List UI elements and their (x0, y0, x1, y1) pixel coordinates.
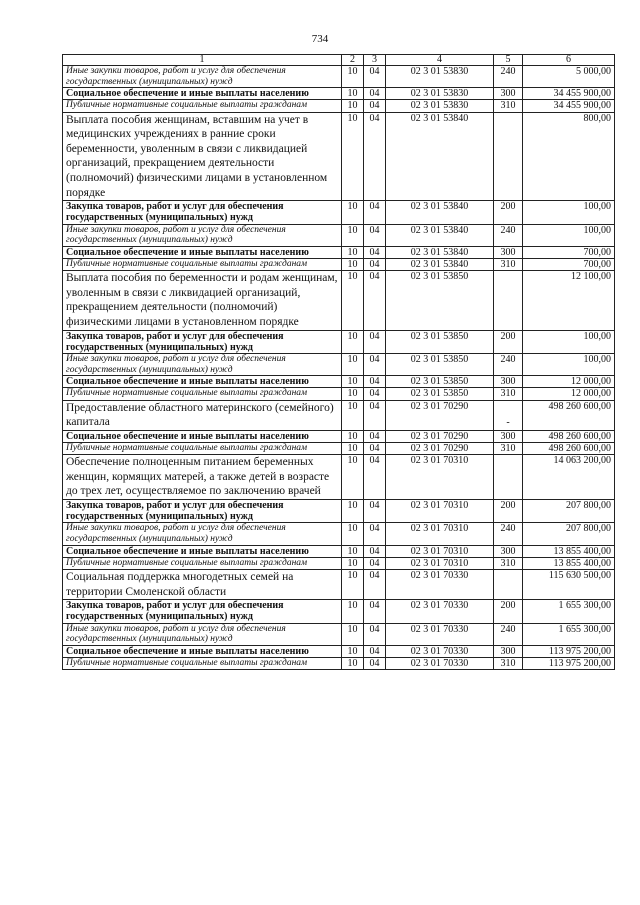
row-description: Социальное обеспечение и иные выплаты населению (63, 645, 342, 657)
row-subsection-code: 04 (364, 388, 386, 400)
row-target-article: 02 3 01 70290 (386, 430, 494, 442)
row-description: Социальное обеспечение и иные выплаты населению (63, 376, 342, 388)
table-row (63, 88, 615, 100)
row-amount: 100,00 (523, 224, 615, 246)
table-row (63, 523, 615, 545)
row-description: Публичные нормативные социальные выплаты гражданам (63, 442, 342, 454)
table-row (63, 246, 615, 258)
column-header-1: 1 (63, 55, 342, 66)
row-description: Иные закупки товаров, работ и услуг для обеспечения государственных (муниципальных) нужд (63, 66, 342, 88)
row-description: Закупка товаров, работ и услуг для обеспечения государственных (муниципальных) нужд (63, 600, 342, 623)
table-row (63, 442, 615, 454)
column-header-4: 4 (386, 55, 494, 66)
row-expense-type (494, 569, 523, 599)
table-row (63, 271, 615, 330)
row-amount: 700,00 (523, 246, 615, 258)
row-subsection-code: 04 (364, 246, 386, 258)
table-row (63, 66, 615, 88)
row-description: Закупка товаров, работ и услуг для обеспечения государственных (муниципальных) нужд (63, 499, 342, 522)
budget-table (62, 54, 615, 670)
row-expense-type (494, 455, 523, 500)
row-amount: 13 855 400,00 (523, 557, 615, 569)
table-row (63, 258, 615, 270)
row-amount: 34 455 900,00 (523, 100, 615, 112)
row-section-code: 10 (342, 569, 364, 599)
row-target-article: 02 3 01 53840 (386, 201, 494, 224)
row-subsection-code: 04 (364, 442, 386, 454)
row-section-code: 10 (342, 600, 364, 623)
row-description: Публичные нормативные социальные выплаты гражданам (63, 657, 342, 669)
row-description: Социальная поддержка многодетных семей на территории Смоленской области (63, 569, 342, 599)
row-amount: 5 000,00 (523, 66, 615, 88)
row-section-code: 10 (342, 523, 364, 545)
row-amount: 207 800,00 (523, 499, 615, 522)
table-row (63, 645, 615, 657)
row-section-code: 10 (342, 376, 364, 388)
row-expense-type: 200 (494, 330, 523, 353)
row-description: Обеспечение полноценным питанием беременных женщин, кормящих матерей, а также детей в возрасте до трех лет, осуществляемое по заключению врачей (63, 455, 342, 500)
row-subsection-code: 04 (364, 201, 386, 224)
row-amount: 207 800,00 (523, 523, 615, 545)
row-amount: 1 655 300,00 (523, 623, 615, 645)
row-target-article: 02 3 01 53850 (386, 376, 494, 388)
table-row (63, 330, 615, 353)
row-target-article: 02 3 01 53850 (386, 353, 494, 375)
row-subsection-code: 04 (364, 557, 386, 569)
table-row (63, 545, 615, 557)
row-section-code: 10 (342, 246, 364, 258)
row-target-article: 02 3 01 70310 (386, 523, 494, 545)
row-subsection-code: 04 (364, 569, 386, 599)
column-header-2: 2 (342, 55, 364, 66)
table-row (63, 353, 615, 375)
row-amount: 1 655 300,00 (523, 600, 615, 623)
table-row (63, 499, 615, 522)
row-section-code: 10 (342, 388, 364, 400)
row-subsection-code: 04 (364, 523, 386, 545)
row-description: Социальное обеспечение и иные выплаты населению (63, 545, 342, 557)
row-expense-type: 300 (494, 88, 523, 100)
table-row (63, 376, 615, 388)
page-number: 734 (311, 33, 329, 45)
row-expense-type (494, 271, 523, 330)
row-target-article: 02 3 01 53830 (386, 88, 494, 100)
row-subsection-code: 04 (364, 353, 386, 375)
row-description: Выплата пособия женщинам, вставшим на учет в медицинских учреждениях в ранние сроки беременности, уволенным в связи с ликвидацией организаций, прекращением деятельности (полномочий) физическими лицами в установленном порядке (63, 112, 342, 201)
table-row (63, 600, 615, 623)
row-subsection-code: 04 (364, 112, 386, 201)
row-amount: 100,00 (523, 201, 615, 224)
row-description: Публичные нормативные социальные выплаты гражданам (63, 258, 342, 270)
row-expense-type: 310 (494, 388, 523, 400)
row-amount: 12 000,00 (523, 376, 615, 388)
row-amount: 12 000,00 (523, 388, 615, 400)
row-section-code: 10 (342, 100, 364, 112)
row-section-code: 10 (342, 442, 364, 454)
row-expense-type: 240 (494, 66, 523, 88)
column-header-3: 3 (364, 55, 386, 66)
row-subsection-code: 04 (364, 271, 386, 330)
table-header-row (63, 55, 615, 66)
table-row (63, 657, 615, 669)
row-target-article: 02 3 01 53830 (386, 100, 494, 112)
row-expense-type: 240 (494, 224, 523, 246)
table-row (63, 557, 615, 569)
row-expense-type: 300 (494, 545, 523, 557)
row-amount: 13 855 400,00 (523, 545, 615, 557)
table-row (63, 388, 615, 400)
row-expense-type: 310 (494, 258, 523, 270)
row-subsection-code: 04 (364, 376, 386, 388)
table-row (63, 400, 615, 430)
row-target-article: 02 3 01 53840 (386, 112, 494, 201)
row-description: Социальное обеспечение и иные выплаты населению (63, 430, 342, 442)
row-target-article: 02 3 01 53840 (386, 224, 494, 246)
row-target-article: 02 3 01 70290 (386, 442, 494, 454)
table-row (63, 623, 615, 645)
row-section-code: 10 (342, 112, 364, 201)
row-target-article: 02 3 01 70310 (386, 545, 494, 557)
row-target-article: 02 3 01 70330 (386, 569, 494, 599)
row-description: Иные закупки товаров, работ и услуг для обеспечения государственных (муниципальных) нужд (63, 224, 342, 246)
row-amount: 34 455 900,00 (523, 88, 615, 100)
row-target-article: 02 3 01 53830 (386, 66, 494, 88)
row-target-article: 02 3 01 53840 (386, 246, 494, 258)
row-section-code: 10 (342, 455, 364, 500)
row-subsection-code: 04 (364, 66, 386, 88)
row-section-code: 10 (342, 201, 364, 224)
row-description: Публичные нормативные социальные выплаты гражданам (63, 100, 342, 112)
column-header-6: 6 (523, 55, 615, 66)
row-amount: 800,00 (523, 112, 615, 201)
row-expense-type: 300 (494, 376, 523, 388)
row-section-code: 10 (342, 400, 364, 430)
row-section-code: 10 (342, 66, 364, 88)
row-target-article: 02 3 01 70310 (386, 499, 494, 522)
row-description: Социальное обеспечение и иные выплаты населению (63, 88, 342, 100)
dash-mark: - (506, 416, 510, 428)
row-subsection-code: 04 (364, 330, 386, 353)
row-section-code: 10 (342, 330, 364, 353)
table-row (63, 455, 615, 500)
row-description: Публичные нормативные социальные выплаты гражданам (63, 388, 342, 400)
row-target-article: 02 3 01 70330 (386, 623, 494, 645)
row-description: Выплата пособия по беременности и родам женщинам, уволенным в связи с ликвидацией организаций, прекращением деятельности (полномочий) физическими лицами в установленном порядке (63, 271, 342, 330)
row-amount: 14 063 200,00 (523, 455, 615, 500)
row-subsection-code: 04 (364, 430, 386, 442)
table-row (63, 100, 615, 112)
row-expense-type: 200 (494, 201, 523, 224)
row-target-article: 02 3 01 53840 (386, 258, 494, 270)
row-description: Иные закупки товаров, работ и услуг для обеспечения государственных (муниципальных) нужд (63, 523, 342, 545)
row-subsection-code: 04 (364, 224, 386, 246)
row-section-code: 10 (342, 623, 364, 645)
row-expense-type: 310 (494, 557, 523, 569)
row-section-code: 10 (342, 557, 364, 569)
row-target-article: 02 3 01 70330 (386, 645, 494, 657)
row-subsection-code: 04 (364, 657, 386, 669)
row-target-article: 02 3 01 70310 (386, 557, 494, 569)
table-row (63, 224, 615, 246)
row-amount: 113 975 200,00 (523, 645, 615, 657)
row-section-code: 10 (342, 499, 364, 522)
row-section-code: 10 (342, 645, 364, 657)
row-target-article: 02 3 01 53850 (386, 271, 494, 330)
row-subsection-code: 04 (364, 499, 386, 522)
row-amount: 100,00 (523, 353, 615, 375)
row-target-article: 02 3 01 70290 (386, 400, 494, 430)
row-expense-type (494, 112, 523, 201)
row-amount: 12 100,00 (523, 271, 615, 330)
row-subsection-code: 04 (364, 645, 386, 657)
row-section-code: 10 (342, 430, 364, 442)
row-target-article: 02 3 01 70310 (386, 455, 494, 500)
row-subsection-code: 04 (364, 88, 386, 100)
row-description: Закупка товаров, работ и услуг для обеспечения государственных (муниципальных) нужд (63, 330, 342, 353)
row-amount: 113 975 200,00 (523, 657, 615, 669)
table-row (63, 430, 615, 442)
row-amount: 498 260 600,00 (523, 400, 615, 430)
row-description: Иные закупки товаров, работ и услуг для обеспечения государственных (муниципальных) нужд (63, 353, 342, 375)
row-subsection-code: 04 (364, 600, 386, 623)
row-description: Предоставление областного материнского (семейного) капитала (63, 400, 342, 430)
row-target-article: 02 3 01 70330 (386, 657, 494, 669)
row-subsection-code: 04 (364, 545, 386, 557)
row-subsection-code: 04 (364, 400, 386, 430)
row-amount: 498 260 600,00 (523, 430, 615, 442)
row-target-article: 02 3 01 70330 (386, 600, 494, 623)
row-subsection-code: 04 (364, 258, 386, 270)
row-subsection-code: 04 (364, 455, 386, 500)
row-amount: 100,00 (523, 330, 615, 353)
row-subsection-code: 04 (364, 623, 386, 645)
row-target-article: 02 3 01 53850 (386, 330, 494, 353)
row-expense-type: 240 (494, 523, 523, 545)
row-amount: 700,00 (523, 258, 615, 270)
row-expense-type (494, 400, 523, 430)
row-expense-type: 200 (494, 600, 523, 623)
row-section-code: 10 (342, 88, 364, 100)
row-expense-type: 310 (494, 657, 523, 669)
row-expense-type: 300 (494, 645, 523, 657)
row-expense-type: 300 (494, 430, 523, 442)
row-amount: 115 630 500,00 (523, 569, 615, 599)
row-target-article: 02 3 01 53850 (386, 388, 494, 400)
row-expense-type: 200 (494, 499, 523, 522)
row-description: Закупка товаров, работ и услуг для обеспечения государственных (муниципальных) нужд (63, 201, 342, 224)
row-description: Публичные нормативные социальные выплаты гражданам (63, 557, 342, 569)
row-section-code: 10 (342, 258, 364, 270)
row-section-code: 10 (342, 657, 364, 669)
row-description: Социальное обеспечение и иные выплаты населению (63, 246, 342, 258)
table-row (63, 569, 615, 599)
row-section-code: 10 (342, 353, 364, 375)
row-expense-type: 310 (494, 100, 523, 112)
column-header-5: 5 (494, 55, 523, 66)
row-description: Иные закупки товаров, работ и услуг для обеспечения государственных (муниципальных) нужд (63, 623, 342, 645)
row-amount: 498 260 600,00 (523, 442, 615, 454)
row-subsection-code: 04 (364, 100, 386, 112)
row-expense-type: 240 (494, 623, 523, 645)
row-section-code: 10 (342, 545, 364, 557)
row-section-code: 10 (342, 271, 364, 330)
table-row (63, 112, 615, 201)
row-section-code: 10 (342, 224, 364, 246)
table-row (63, 201, 615, 224)
row-expense-type: 300 (494, 246, 523, 258)
row-expense-type: 310 (494, 442, 523, 454)
row-expense-type: 240 (494, 353, 523, 375)
